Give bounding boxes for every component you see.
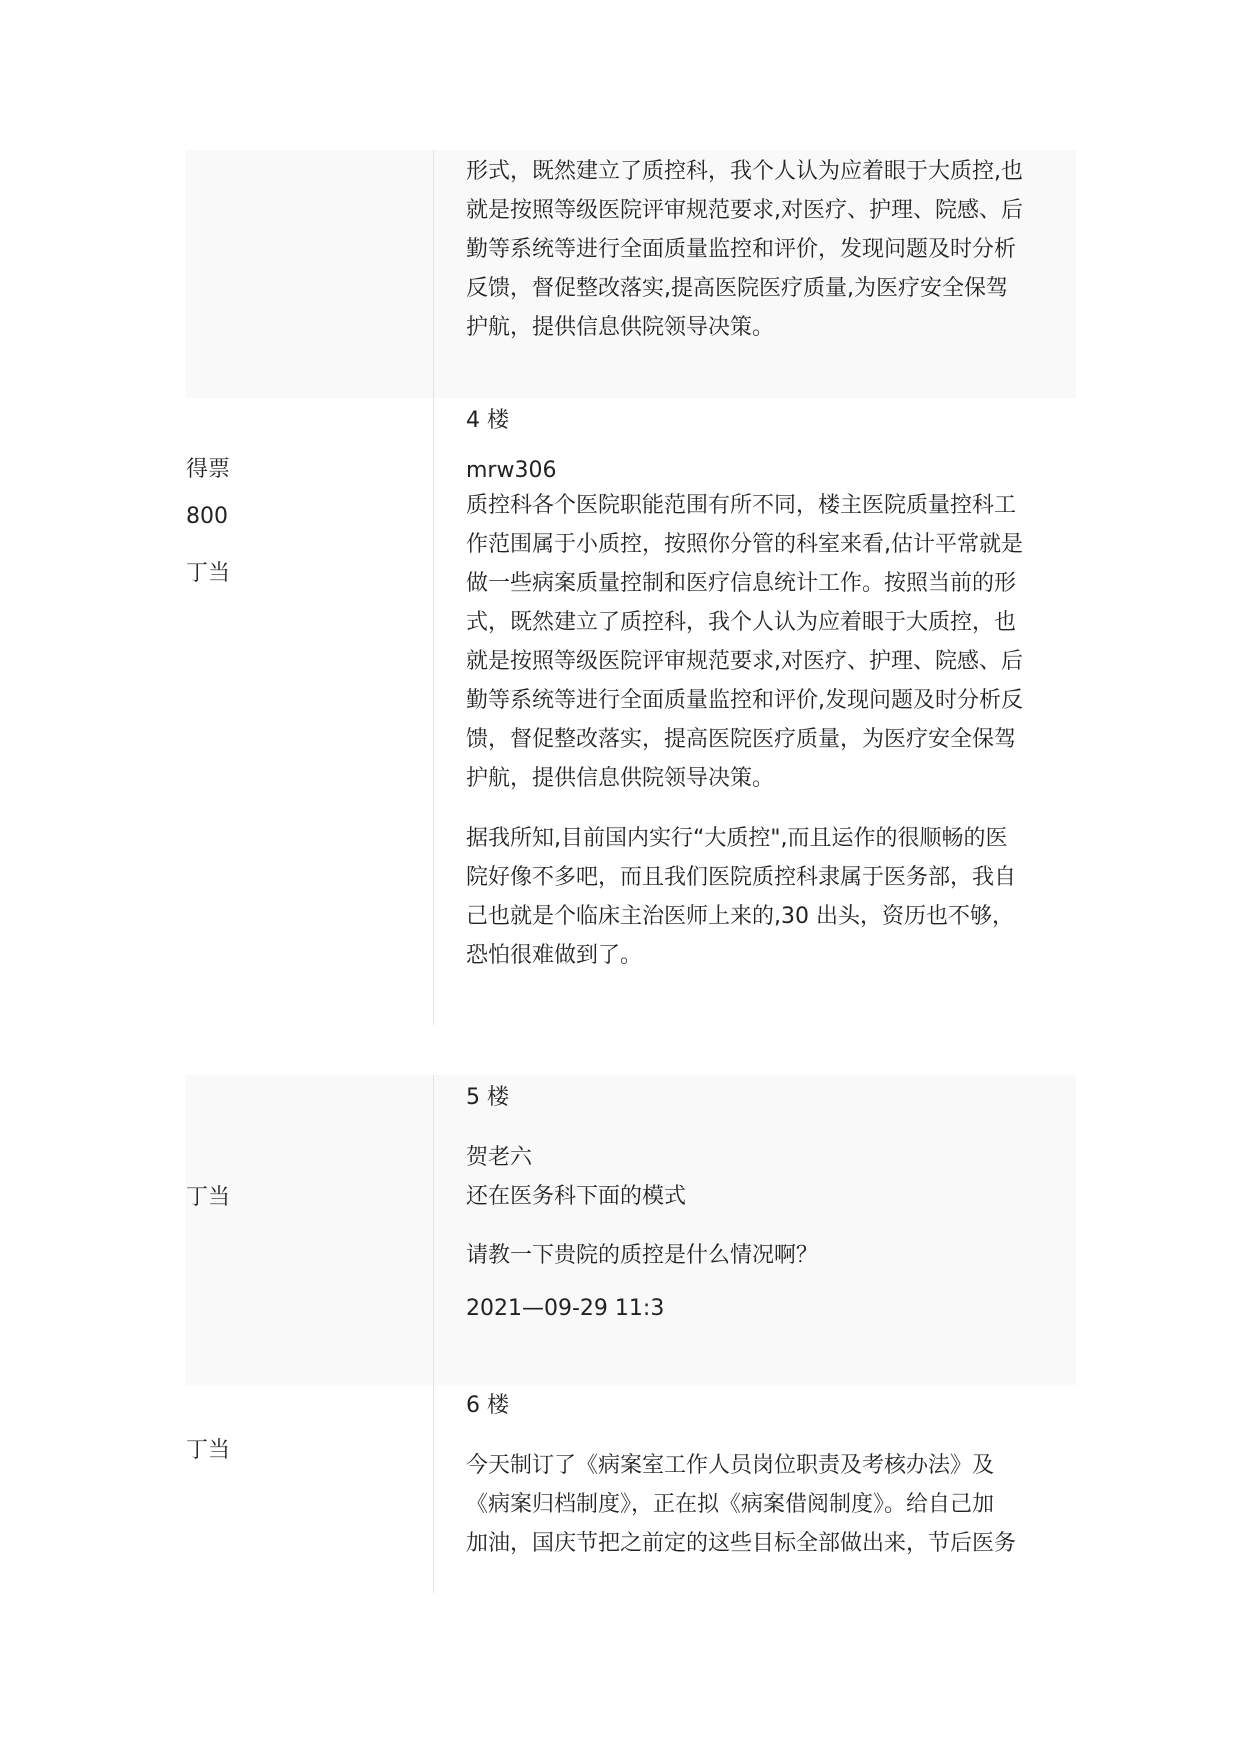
post3-line: 护航，提供信息供院领导决策。 <box>466 315 775 340</box>
post4-line: 质控科各个医院职能范围有所不同，楼主医院质量控科工 <box>466 493 1017 518</box>
post5-timestamp: 2021—09-29 11:3 <box>466 1296 665 1321</box>
post6-username[interactable]: 丁当 <box>186 1438 231 1463</box>
post3-line: 反馈，督促整改落实,提高医院医疗质量,为医疗安全保驾 <box>466 276 1008 301</box>
post4-author[interactable]: mrw306 <box>466 458 557 483</box>
post4-username[interactable]: 丁当 <box>186 561 231 586</box>
post4-paragraph-2 <box>466 819 1046 975</box>
post6-line: 今天制订了《病案室工作人员岗位职责及考核办法》及 <box>466 1453 995 1478</box>
post4-line: 就是按照等级医院评审规范要求,对医疗、护理、院感、后 <box>466 649 1023 674</box>
post6-body <box>466 1446 1046 1563</box>
post5-username[interactable]: 丁当 <box>186 1185 231 1210</box>
post3-line: 就是按照等级医院评审规范要求,对医疗、护理、院感、后 <box>466 198 1023 223</box>
post4-line: 据我所知,目前国内实行“大质控",而且运作的很顺畅的医 <box>466 826 1008 851</box>
post4-line: 院好像不多吧，而且我们医院质控科隶属于医务部，我自 <box>466 865 1017 890</box>
post4-line: 式，既然建立了质控科，我个人认为应着眼于大质控，也 <box>466 610 1017 635</box>
post3-body <box>466 152 1046 347</box>
post6-line: 《病案归档制度》，正在拟《病案借阅制度》。给自己加 <box>466 1492 995 1517</box>
post4-line: 勤等系统等进行全面质量监控和评价,发现问题及时分析反 <box>466 688 1023 713</box>
post6-line: 加油，国庆节把之前定的这些目标全部做出来，节后医务 <box>466 1531 1017 1556</box>
post5-background <box>186 1075 1076 1385</box>
post3-line: 形式，既然建立了质控科，我个人认为应着眼于大质控,也 <box>466 159 1023 184</box>
post4-floor-number: 4 楼 <box>466 408 509 433</box>
post4-line: 作范围属于小质控，按照你分管的科室来看,估计平常就是 <box>466 532 1023 557</box>
post6-floor-number: 6 楼 <box>466 1393 509 1418</box>
column-divider <box>433 1075 434 1593</box>
column-divider <box>433 150 434 1025</box>
post3-line: 勤等系统等进行全面质量监控和评价，发现问题及时分析 <box>466 237 1017 262</box>
post4-line: 护航，提供信息供院领导决策。 <box>466 766 775 791</box>
post5-floor-number: 5 楼 <box>466 1085 509 1110</box>
post4-line: 恐怕很难做到了。 <box>466 943 643 968</box>
post5-question: 请教一下贵院的质控是什么情况啊？ <box>466 1243 819 1268</box>
post4-vote-label: 得票 <box>186 457 231 482</box>
post5-author[interactable]: 贺老六 <box>466 1145 533 1170</box>
post4-line: 己也就是个临床主治医师上来的,30 出头，资历也不够， <box>466 904 1014 929</box>
post4-line: 馈，督促整改落实，提高医院医疗质量，为医疗安全保驾 <box>466 727 1017 752</box>
post4-paragraph-1 <box>466 486 1046 798</box>
post4-vote-count: 800 <box>186 504 228 529</box>
post5-quote: 还在医务科下面的模式 <box>466 1184 687 1209</box>
post4-line: 做一些病案质量控制和医疗信息统计工作。按照当前的形 <box>466 571 1017 596</box>
